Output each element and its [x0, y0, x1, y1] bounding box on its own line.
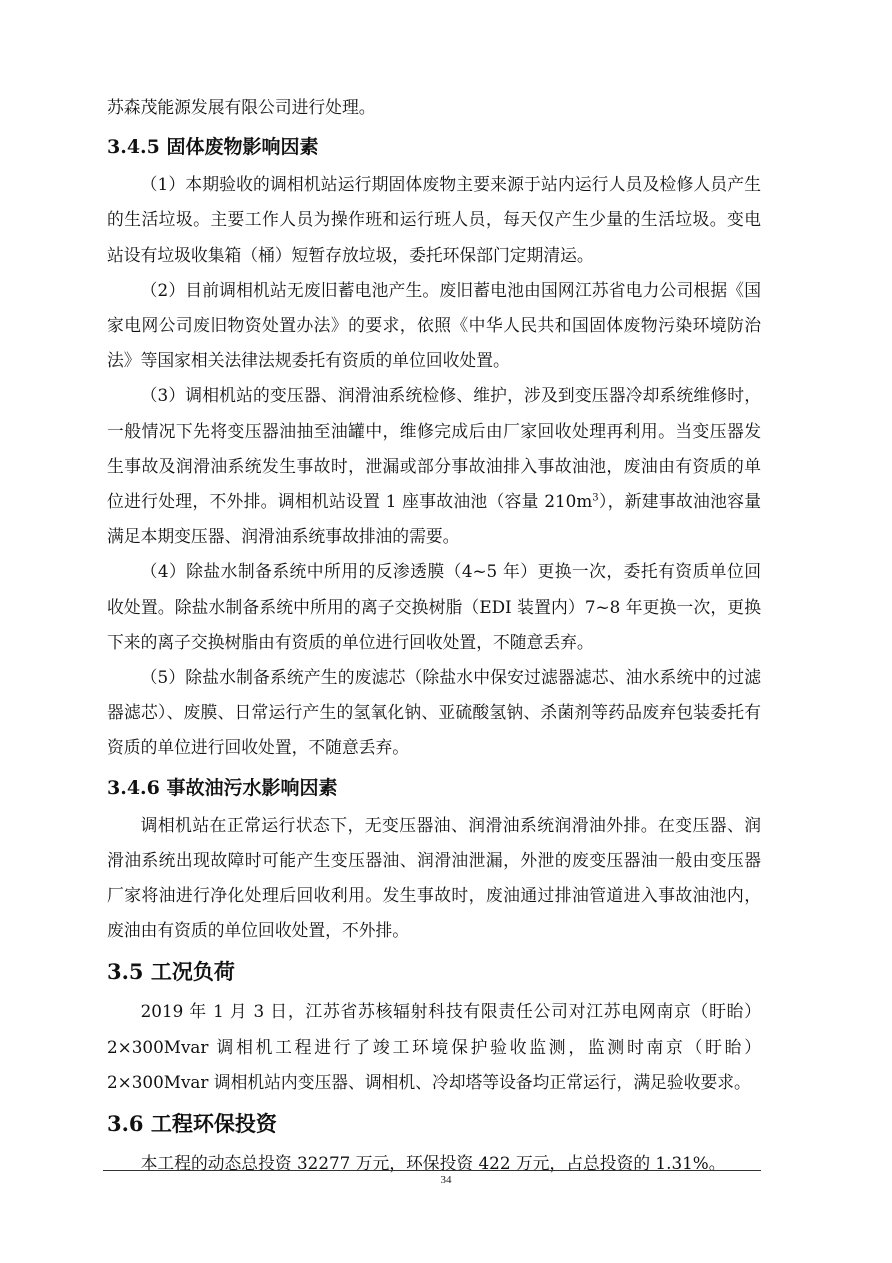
paragraph-3-4-5-2: （2）目前调相机站无废旧蓄电池产生。废旧蓄电池由国网江苏省电力公司根据《国家电网公司废旧物资处置办法》的要求，依照《中华人民共和国固体废物污染环境防治法》等国家相关法律法规委托有资质的单位回收处置。 — [107, 279, 761, 371]
paragraph-3-4-5-4: （4）除盐水制备系统中所用的反渗透膜（4~5 年）更换一次，委托有资质单位回收处置。除盐水制备系统中所用的离子交换树脂（EDI 装置内）7~8 年更换一次，更换下来的离子交换树脂由有资质的单位进行回收处置，不随意丢弃。 — [107, 561, 761, 652]
paragraph-3-4-5-3-text: （3）调相机站的变压器、润滑油系统检修、维护，涉及到变压器冷却系统维修时，一般情况下先将变压器油抽至油罐中，维修完成后由厂家回收处理再利用。当变压器发生事故及润滑油系统发生事故时，泄漏或部分事故油排入事故油池，废油由有资质的单位进行处理，不外排。调相机站设置 1 座事故油池（容量 210m — [107, 385, 761, 512]
paragraph-3-4-6-1: 调相机站在正常运行状态下，无变压器油、润滑油系统润滑油外排。在变压器、润滑油系统出现故障时可能产生变压器油、润滑油泄漏，外泄的废变压器油一般由变压器厂家将油进行净化处理后回收利用。发生事故时，废油通过排油管道进入事故油池内，废油由有资质的单位回收处置，不外排。 — [107, 814, 761, 941]
paragraph-3-4-5-3-text-end: ），新建事故油池容量满足本期变压器、润滑油系统事故排油的需要。 — [107, 491, 762, 547]
paragraph-3-4-5-5: （5）除盐水制备系统产生的废滤芯（除盐水中保安过滤器滤芯、油水系统中的过滤器滤芯）、废膜、日常运行产生的氢氧化钠、亚硫酸氢钠、杀菌剂等药品废弃包装委托有资质的单位进行回收处置，不随意丢弃。 — [107, 667, 761, 758]
footer-divider — [103, 1170, 761, 1171]
heading-3-5: 3.5 工况负荷 — [107, 959, 235, 985]
page-content — [107, 90, 761, 1181]
heading-3-4-6: 3.4.6 事故油污水影响因素 — [107, 776, 338, 799]
paragraph-3-5-1: 2019 年 1 月 3 日，江苏省苏核辐射科技有限责任公司对江苏电网南京（盱眙）2×300Mvar 调相机工程进行了竣工环境保护验收监测，监测时南京（盱眙）2×300Mvar 调相机站内变压器、调相机、冷却塔等设备均正常运行，满足验收要求。 — [107, 1001, 761, 1092]
paragraph-3-4-5-3 — [107, 378, 761, 554]
page-number: 34 — [440, 1174, 452, 1186]
heading-3-4-5: 3.4.5 固体废物影响因素 — [107, 136, 319, 159]
paragraph-3-6-1: 本工程的动态总投资 32277 万元，环保投资 422 万元，占总投资的 1.31%。 — [140, 1153, 726, 1174]
superscript-cubic: 3 — [592, 492, 599, 504]
intro-line: 苏森茂能源发展有限公司进行处理。 — [107, 97, 376, 117]
heading-3-6: 3.6 工程环保投资 — [107, 1111, 277, 1137]
paragraph-3-4-5-1: （1）本期验收的调相机站运行期固体废物主要来源于站内运行人员及检修人员产生的生活垃圾。主要工作人员为操作班和运行班人员，每天仅产生少量的生活垃圾。变电站设有垃圾收集箱（桶）短暂存放垃圾，委托环保部门定期清运。 — [107, 174, 761, 265]
